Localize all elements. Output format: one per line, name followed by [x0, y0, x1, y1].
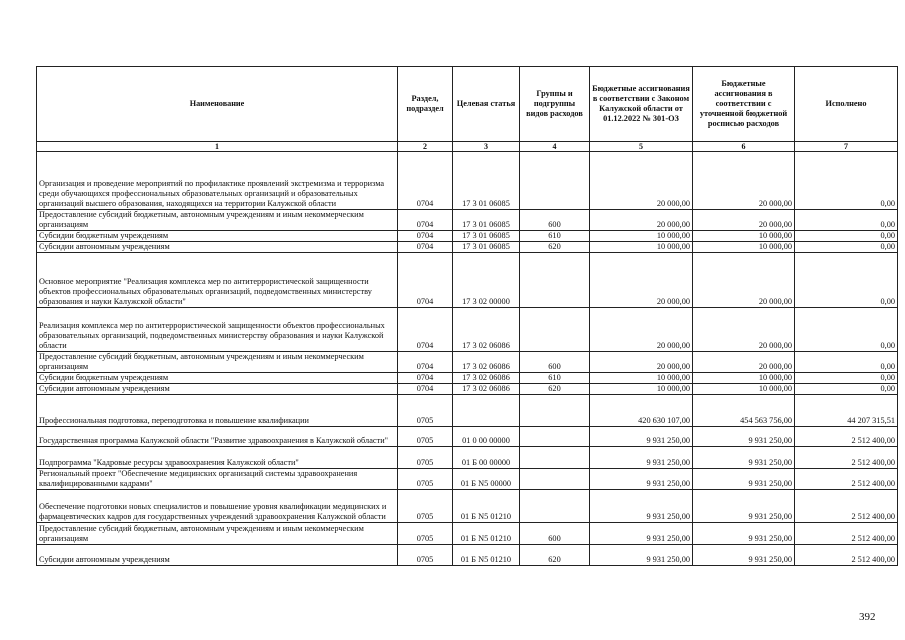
cell-executed: 0,00: [795, 253, 898, 308]
cell-article: [453, 395, 520, 427]
cell-article: 01 Б N5 01210: [453, 523, 520, 545]
cell-name: Предоставление субсидий бюджетным, автономным учреждениям и иным некоммерческим организациям: [37, 210, 398, 231]
cell-section: 0705: [398, 447, 453, 469]
cell-law-allocation: 9 931 250,00: [590, 427, 693, 447]
cell-group: [520, 469, 590, 490]
table-row: [37, 152, 898, 210]
cell-refined-allocation: 20 000,00: [693, 152, 795, 210]
cell-section: 0704: [398, 352, 453, 373]
cell-name: Субсидии бюджетным учреждениям: [37, 373, 398, 384]
cell-section: 0705: [398, 490, 453, 523]
cell-group: [520, 427, 590, 447]
column-number: 3: [453, 142, 520, 152]
cell-group: 610: [520, 231, 590, 242]
header-section: Раздел, подраздел: [398, 67, 453, 142]
column-number: 6: [693, 142, 795, 152]
cell-section: 0704: [398, 373, 453, 384]
table-header: [37, 67, 898, 152]
header-groups: Группы и подгруппы видов расходов: [520, 67, 590, 142]
cell-article: 17 3 02 06086: [453, 373, 520, 384]
cell-group: 620: [520, 545, 590, 566]
cell-executed: 2 512 400,00: [795, 447, 898, 469]
cell-group: [520, 447, 590, 469]
table-row: [37, 242, 898, 253]
table-row: [37, 490, 898, 523]
table-row: [37, 384, 898, 395]
column-number-row: [37, 142, 898, 152]
cell-law-allocation: 9 931 250,00: [590, 545, 693, 566]
cell-law-allocation: 9 931 250,00: [590, 523, 693, 545]
header-execution: Исполнено: [795, 67, 898, 142]
cell-refined-allocation: 20 000,00: [693, 210, 795, 231]
cell-article: 17 3 01 06085: [453, 242, 520, 253]
cell-executed: 44 207 315,51: [795, 395, 898, 427]
cell-group: [520, 308, 590, 352]
cell-law-allocation: 20 000,00: [590, 210, 693, 231]
cell-executed: 0,00: [795, 152, 898, 210]
table-row: [37, 308, 898, 352]
cell-refined-allocation: 10 000,00: [693, 373, 795, 384]
cell-name: Субсидии автономным учреждениям: [37, 242, 398, 253]
table-row: [37, 373, 898, 384]
table-row: [37, 545, 898, 566]
cell-law-allocation: 9 931 250,00: [590, 490, 693, 523]
cell-refined-allocation: 20 000,00: [693, 308, 795, 352]
cell-law-allocation: 20 000,00: [590, 352, 693, 373]
cell-name: Субсидии бюджетным учреждениям: [37, 231, 398, 242]
cell-name: Основное мероприятие "Реализация комплекса мер по антитеррористической защищенности объектов профессиональных образовательных организаций, подведомственных министерству образования и науки Калужской области": [37, 253, 398, 308]
cell-refined-allocation: 10 000,00: [693, 242, 795, 253]
cell-section: 0705: [398, 545, 453, 566]
table-row: [37, 469, 898, 490]
cell-group: 620: [520, 242, 590, 253]
cell-refined-allocation: 10 000,00: [693, 384, 795, 395]
cell-law-allocation: 20 000,00: [590, 253, 693, 308]
cell-group: 600: [520, 352, 590, 373]
table-row: [37, 231, 898, 242]
table-row: [37, 253, 898, 308]
cell-article: 17 3 02 06086: [453, 352, 520, 373]
cell-group: 600: [520, 523, 590, 545]
cell-name: Реализация комплекса мер по антитеррористической защищенности объектов профессиональных образовательных организаций, подведомственных министерству образования и науки Калужской области: [37, 308, 398, 352]
cell-article: 01 Б N5 01210: [453, 545, 520, 566]
cell-executed: 0,00: [795, 352, 898, 373]
cell-law-allocation: 10 000,00: [590, 373, 693, 384]
cell-group: [520, 152, 590, 210]
table-row: [37, 395, 898, 427]
cell-refined-allocation: 9 931 250,00: [693, 447, 795, 469]
cell-executed: 0,00: [795, 210, 898, 231]
cell-refined-allocation: 9 931 250,00: [693, 427, 795, 447]
table-row: [37, 210, 898, 231]
budget-table: [36, 66, 898, 566]
cell-section: 0704: [398, 152, 453, 210]
cell-refined-allocation: 10 000,00: [693, 231, 795, 242]
cell-section: 0704: [398, 308, 453, 352]
cell-executed: 2 512 400,00: [795, 490, 898, 523]
cell-executed: 0,00: [795, 384, 898, 395]
cell-law-allocation: 20 000,00: [590, 152, 693, 210]
cell-refined-allocation: 20 000,00: [693, 352, 795, 373]
cell-executed: 2 512 400,00: [795, 523, 898, 545]
cell-executed: 0,00: [795, 242, 898, 253]
cell-article: 01 Б 00 00000: [453, 447, 520, 469]
cell-name: Обеспечение подготовки новых специалистов и повышение уровня квалификации медицинских и фармацевтических кадров для государственных учреждений здравоохранения Калужской области: [37, 490, 398, 523]
cell-article: 17 3 02 00000: [453, 253, 520, 308]
cell-law-allocation: 9 931 250,00: [590, 469, 693, 490]
cell-name: Государственная программа Калужской области "Развитие здравоохранения в Калужской области": [37, 427, 398, 447]
cell-article: 17 3 01 06085: [453, 231, 520, 242]
column-number: 5: [590, 142, 693, 152]
cell-article: 01 Б N5 00000: [453, 469, 520, 490]
table-row: [37, 523, 898, 545]
header-name: Наименование: [37, 67, 398, 142]
cell-group: 600: [520, 210, 590, 231]
table-row: [37, 447, 898, 469]
cell-law-allocation: 420 630 107,00: [590, 395, 693, 427]
cell-refined-allocation: 9 931 250,00: [693, 545, 795, 566]
column-number: 4: [520, 142, 590, 152]
cell-group: 610: [520, 373, 590, 384]
cell-article: 17 3 01 06085: [453, 210, 520, 231]
cell-refined-allocation: 454 563 756,00: [693, 395, 795, 427]
cell-executed: 2 512 400,00: [795, 427, 898, 447]
cell-refined-allocation: 9 931 250,00: [693, 469, 795, 490]
cell-name: Организация и проведение мероприятий по профилактике проявлений экстремизма и терроризма среди обучающихся профессиональных образовательных организаций и образовательных организаций высшего образования, находящихся на территории Калужской области: [37, 152, 398, 210]
cell-section: 0704: [398, 210, 453, 231]
page-number: 392: [859, 611, 876, 623]
cell-section: 0705: [398, 395, 453, 427]
cell-law-allocation: 10 000,00: [590, 242, 693, 253]
cell-name: Субсидии автономным учреждениям: [37, 384, 398, 395]
cell-article: 17 3 02 06086: [453, 308, 520, 352]
table-body: [37, 152, 898, 566]
cell-law-allocation: 10 000,00: [590, 231, 693, 242]
cell-law-allocation: 9 931 250,00: [590, 447, 693, 469]
cell-section: 0704: [398, 231, 453, 242]
cell-name: Предоставление субсидий бюджетным, автономным учреждениям и иным некоммерческим организациям: [37, 352, 398, 373]
column-number: 7: [795, 142, 898, 152]
cell-name: Региональный проект "Обеспечение медицинских организаций системы здравоохранения квалифицированными кадрами": [37, 469, 398, 490]
cell-group: [520, 395, 590, 427]
cell-article: 17 3 01 06085: [453, 152, 520, 210]
cell-name: Подпрограмма "Кадровые ресурсы здравоохранения Калужской области": [37, 447, 398, 469]
cell-executed: 0,00: [795, 308, 898, 352]
header-article: Целевая статья: [453, 67, 520, 142]
table-row: [37, 427, 898, 447]
cell-executed: 2 512 400,00: [795, 545, 898, 566]
cell-name: Субсидии автономным учреждениям: [37, 545, 398, 566]
cell-name: Профессиональная подготовка, переподготовка и повышение квалификации: [37, 395, 398, 427]
cell-executed: 2 512 400,00: [795, 469, 898, 490]
cell-law-allocation: 10 000,00: [590, 384, 693, 395]
cell-refined-allocation: 9 931 250,00: [693, 490, 795, 523]
cell-group: [520, 253, 590, 308]
cell-section: 0705: [398, 469, 453, 490]
cell-section: 0705: [398, 523, 453, 545]
cell-name: Предоставление субсидий бюджетным, автономным учреждениям и иным некоммерческим организациям: [37, 523, 398, 545]
cell-section: 0704: [398, 253, 453, 308]
cell-section: 0704: [398, 384, 453, 395]
cell-group: [520, 490, 590, 523]
cell-section: 0704: [398, 242, 453, 253]
cell-section: 0705: [398, 427, 453, 447]
column-number: 1: [37, 142, 398, 152]
cell-law-allocation: 20 000,00: [590, 308, 693, 352]
header-law-allocations: Бюджетные ассигнования в соответствии с Законом Калужской области от 01.12.2022 № 301-ОЗ: [590, 67, 693, 142]
cell-executed: 0,00: [795, 231, 898, 242]
header-refined-allocations: Бюджетные ассигнования в соответствии с уточненной бюджетной росписью расходов: [693, 67, 795, 142]
cell-group: 620: [520, 384, 590, 395]
cell-executed: 0,00: [795, 373, 898, 384]
column-number: 2: [398, 142, 453, 152]
cell-article: 17 3 02 06086: [453, 384, 520, 395]
cell-refined-allocation: 9 931 250,00: [693, 523, 795, 545]
cell-article: 01 Б N5 01210: [453, 490, 520, 523]
table-row: [37, 352, 898, 373]
cell-refined-allocation: 20 000,00: [693, 253, 795, 308]
cell-article: 01 0 00 00000: [453, 427, 520, 447]
